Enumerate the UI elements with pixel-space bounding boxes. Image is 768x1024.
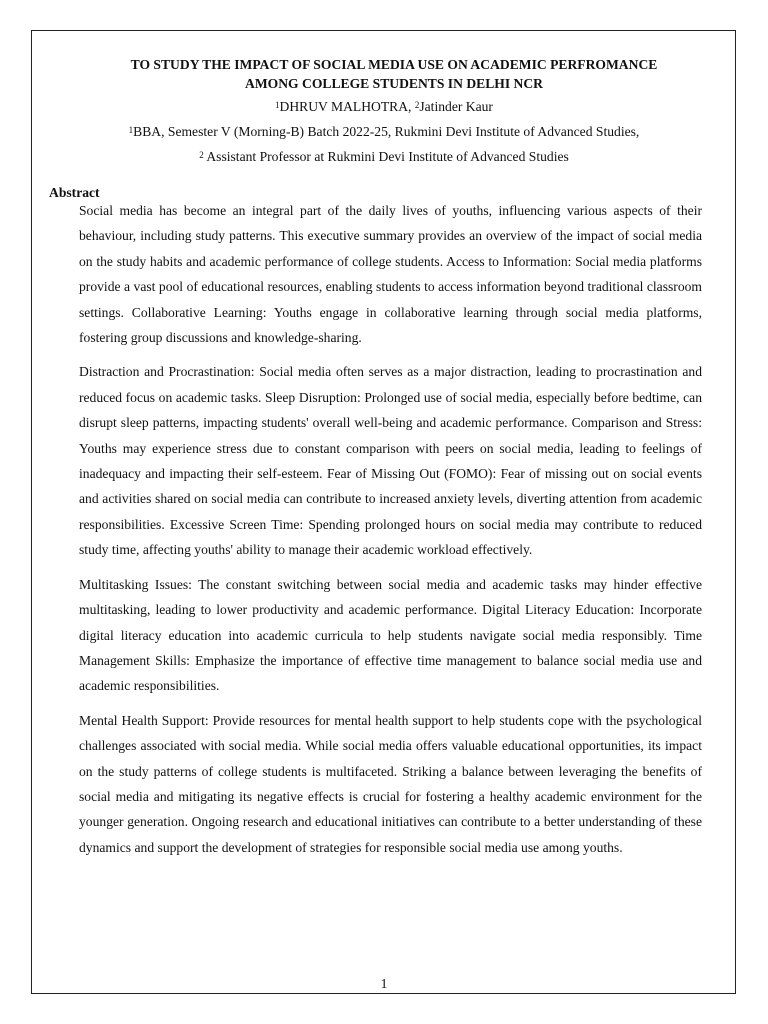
abstract-paragraph-2: Distraction and Procrastination: Social media often serves as a major distraction, leading to procrastination and reduced focus on academic tasks. Sleep Disruption: Prolonged use of social media, especially before bedtime, can disrupt sleep patterns, impacting students' overall well-being and academic performance. Comparison and Stress: Youths may experience stress due to constant comparison with peers on social media, leading to feelings of inadequacy and impacting their self-esteem. Fear of Missing Out (FOMO): Fear of missing out on social events and activities shared on social media can contribute to increased anxiety levels, diverting attention from academic responsibilities. Excessive Screen Time: Spending prolonged hours on social media may contribute to reduced study time, affecting youths' ability to manage their academic workload effectively.	[79, 364, 702, 558]
abstract-paragraph-3: Multitasking Issues: The constant switching between social media and academic tasks may hinder effective multitasking, leading to lower productivity and academic performance. Digital Literacy Education: Incorporate digital literacy education into academic curricula to help students navigate social media responsibly. Time Management Skills: Emphasize the importance of effective time management to balance social media use and academic responsibilities.	[79, 576, 702, 694]
abstract-heading: Abstract	[49, 185, 100, 200]
author2-superscript: 2	[414, 100, 420, 110]
author-line	[40, 98, 728, 116]
author1-name: DHRUV MALHOTRA,	[279, 99, 415, 114]
paper-title	[60, 55, 728, 93]
author1-superscript: 1	[275, 100, 280, 110]
title-line-1: TO STUDY THE IMPACT OF SOCIAL MEDIA USE ON ACADEMIC PERFROMANCE	[130, 57, 658, 72]
affiliation2-text: Assistant Professor at Rukmini Devi Institute of Advanced Studies	[203, 149, 569, 164]
affiliation1-text: BBA, Semester V (Morning-B) Batch 2022-25, Rukmini Devi Institute of Advanced Studies,	[133, 124, 640, 139]
affiliation-2	[40, 148, 728, 166]
affiliation2-superscript: 2	[199, 150, 204, 160]
abstract-paragraph-1: Social media has become an integral part of the daily lives of youths, influencing various aspects of their behaviour, including study patterns. This executive summary provides an overview of the impact of social media on the study habits and academic performance of college students. Access to Information: Social media platforms provide a vast pool of educational resources, enabling students to access information beyond traditional classroom settings. Collaborative Learning: Youths engage in collaborative learning through social media platforms, fostering group discussions and knowledge-sharing.	[79, 203, 702, 346]
abstract-paragraph-4: Mental Health Support: Provide resources for mental health support to help students cope with the psychological challenges associated with social media. While social media offers valuable educational opportunities, its impact on the study patterns of college students is multifaceted. Striking a balance between leveraging the benefits of social media and mitigating its negative effects is crucial for fostering a healthy academic environment for the younger generation. Ongoing research and educational initiatives can contribute to a better understanding of these dynamics and support the development of strategies for responsible social media use among youths.	[79, 712, 702, 855]
title-line-2: AMONG COLLEGE STUDENTS IN DELHI NCR	[245, 76, 543, 91]
author2-name: Jatinder Kaur	[419, 99, 493, 114]
page-number: 1	[380, 976, 388, 991]
abstract-body	[79, 198, 702, 869]
affiliation1-superscript: 1	[128, 125, 134, 135]
affiliation-1	[40, 123, 728, 141]
